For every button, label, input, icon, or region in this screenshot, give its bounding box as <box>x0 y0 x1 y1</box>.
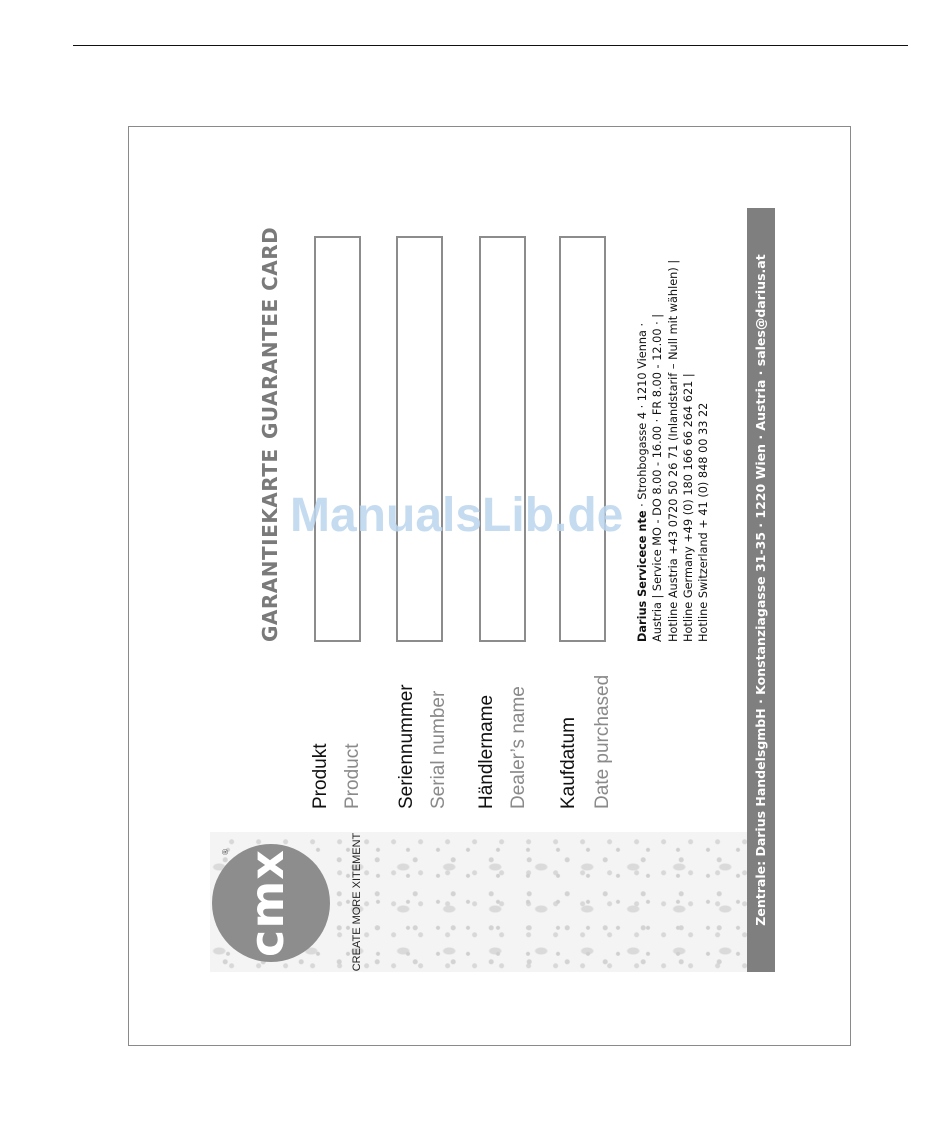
label-dealer-de: Händlername <box>476 694 497 809</box>
label-product-en: Product <box>342 743 363 809</box>
label-serial-en: Serial number <box>428 690 449 809</box>
label-dealer-en: Dealer’s name <box>508 686 529 809</box>
title-german: GARANTIEKARTE <box>258 448 282 642</box>
product-field[interactable] <box>314 236 361 642</box>
hotline-austria: Hotline Austria +43 0720 50 26 71 (Inlandstarif – Null mit wählen) | <box>666 259 680 642</box>
logo-tagline: CREATE MORE XITEMENT <box>351 832 363 972</box>
label-product-de: Produkt <box>310 743 331 809</box>
cmx-logo <box>212 844 330 962</box>
dealer-name-field[interactable] <box>479 236 526 642</box>
service-center-name: Darius Servicece nte <box>636 510 649 642</box>
registered-mark: ® <box>221 848 230 856</box>
hotline-germany: Hotline Germany +49 (0) 180 166 66 264 621 | <box>681 373 695 642</box>
guarantee-card <box>210 208 775 972</box>
header-rule <box>73 45 908 46</box>
watermark: ManualsLib.de <box>290 489 624 542</box>
service-info <box>635 212 711 642</box>
label-serial-de: Seriennummer <box>396 684 417 809</box>
headquarters-footer: Zentrale: Darius HandelsgmbH · Konstanziagasse 31-35 · 1220 Wien · Austria · sales@darius.at <box>747 208 775 972</box>
title-english: GUARANTEE CARD <box>258 226 282 439</box>
label-date-en: Date purchased <box>592 674 613 809</box>
logo-text: cmx <box>240 849 294 957</box>
date-purchased-field[interactable] <box>559 236 606 642</box>
service-address: · Strohbogasse 4 · 1210 Vienna · <box>636 322 649 511</box>
service-hours: Austria | Service MO - DO 8.00 - 16.00 · FR 8.00 - 12.00 · | <box>651 313 665 642</box>
hotline-switzerland: Hotline Switzerland + 41 (0) 848 00 33 22 <box>697 402 711 642</box>
serial-number-field[interactable] <box>396 236 443 642</box>
label-date-de: Kaufdatum <box>558 717 579 809</box>
